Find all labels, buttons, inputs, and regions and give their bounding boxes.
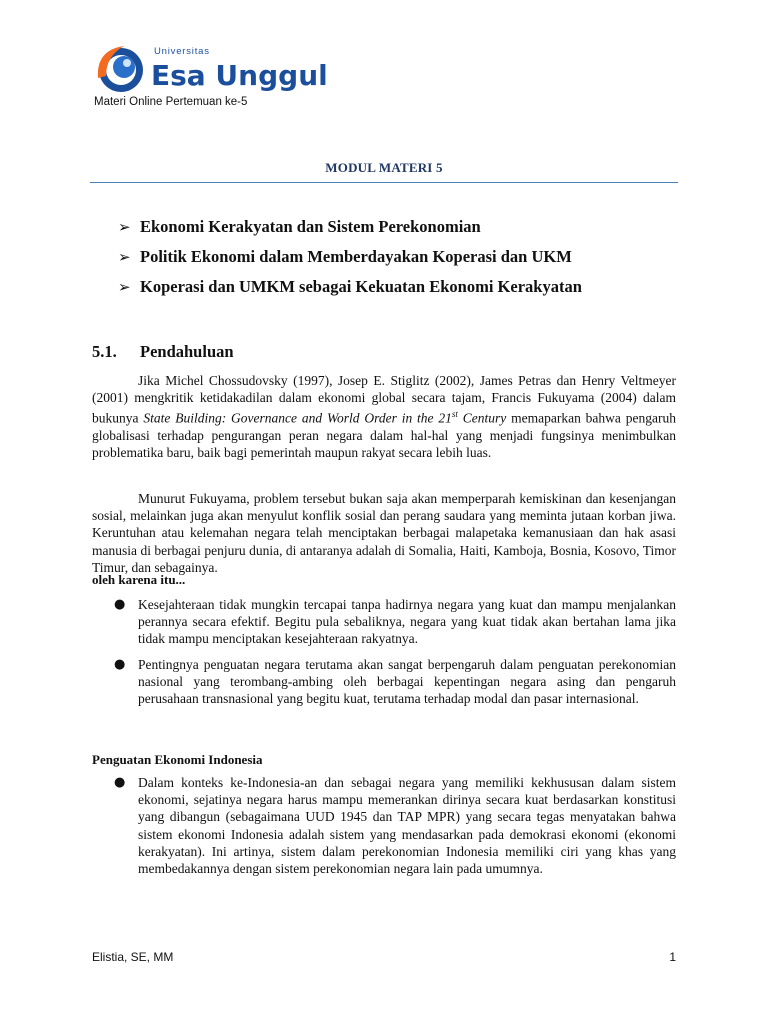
bullet-icon: ●: [114, 775, 126, 790]
book-title: State Building: Governance and World Order in the 21: [143, 410, 452, 426]
topic-item: ➢ Ekonomi Kerakyatan dan Sistem Perekonomian: [118, 212, 582, 242]
list-item: ● Dalam konteks ke-Indonesia-an dan sebagai negara yang memiliki kekhususan dalam sistem ekonomi, sejatinya negara harus mampu memerankan dirinya secara kuat berdasarkan konstitusi yang dibangun (sebagaimana UUD 1945 dan TAP MPR) yang secara tegas menyatakan bahwa sistem ekonomi Indonesia adalah sistem yang mendasarkan pada demokrasi ekonomi (ekonomi kerakyatan). Ini artinya, sistem dalam perekonomian Indonesia memiliki ciri yang khas yang membedakannya dengan sistem perekonomian negara lain pada umumnya.: [114, 775, 676, 877]
subheading-penguatan: Penguatan Ekonomi Indonesia: [92, 752, 263, 767]
logo-big-text: Esa Unggul: [151, 59, 328, 92]
intro-paragraph: Jika Michel Chossudovsky (1997), Josep E. Stiglitz (2002), James Petras dan Henry Veltmeyer (2001) mengkritik ketidakadilan dalam ekonomi global secara tajam, Francis Fukuyama (2004) dalam bukunya State Building: Governance and World Order in the 21st Century memaparkan bahwa pengaruh globalisasi terhadap pengurangan peran negara dalam hal-hal yang menjadi fungsinya menimbulkan problematika baru, baik bagi pemerintah maupun rakyat secara lebih luas.: [92, 373, 676, 461]
topic-list: [118, 212, 582, 302]
header-subtitle: Materi Online Pertemuan ke-5: [94, 96, 248, 108]
university-logo: [94, 40, 328, 96]
bullet-list-penguatan: [110, 774, 676, 885]
section-title: Pendahuluan: [140, 342, 234, 361]
module-title: MODUL MATERI 5: [325, 160, 443, 175]
arrow-bullet-icon: ➢: [118, 248, 131, 266]
logo-small-text: Universitas: [154, 46, 210, 57]
page-number: 1: [669, 950, 676, 964]
subheading-therefore: oleh karena itu...: [92, 572, 186, 587]
bullet-icon: ●: [114, 597, 126, 612]
footer-author: Elistia, SE, MM: [92, 950, 174, 964]
section-heading: [92, 342, 234, 362]
topic-item: ➢ Koperasi dan UMKM sebagai Kekuatan Ekonomi Kerakyatan: [118, 272, 582, 302]
topic-item: ➢ Politik Ekonomi dalam Memberdayakan Koperasi dan UKM: [118, 242, 582, 272]
section-number: 5.1.: [92, 342, 117, 361]
arrow-bullet-icon: ➢: [118, 218, 131, 236]
fukuyama-paragraph: Munurut Fukuyama, problem tersebut bukan saja akan memperparah kemiskinan dan kesenjangan sosial, melainkan juga akan menyulut konflik sosial dan perang saudara yang meminta jutaan korban jiwa. Keruntuhan atau kelemahan negara telah menciptakan berbagai malapetaka kemanusiaan dan hak asasi manusia di berbagai penjuru dunia, di antaranya adalah di Somalia, Haiti, Kamboja, Bosnia, Kosovo, Timor Timur, dan sebagainya.: [92, 491, 676, 575]
list-item: ● Pentingnya penguatan negara terutama akan sangat berpengaruh dalam penguatan perekonomian nasional yang terombang-ambing oleh berbagai kepentingan negara asing dan pengaruh perusahaan transnasional yang begitu kuat, terutama terhadap modal dan pasar internasional.: [114, 656, 676, 707]
bullet-icon: ●: [114, 656, 126, 672]
list-item: ● Kesejahteraan tidak mungkin tercapai tanpa hadirnya negara yang kuat dan mampu menjalankan perannya secara efektif. Begitu pula sebaliknya, negara yang kuat tidak akan bertahan lama jika tidak mampu menciptakan kesejahteraan rakyatnya.: [114, 597, 676, 647]
bullet-list-therefore: [110, 596, 676, 715]
title-divider: [90, 182, 678, 183]
arrow-bullet-icon: ➢: [118, 278, 131, 296]
